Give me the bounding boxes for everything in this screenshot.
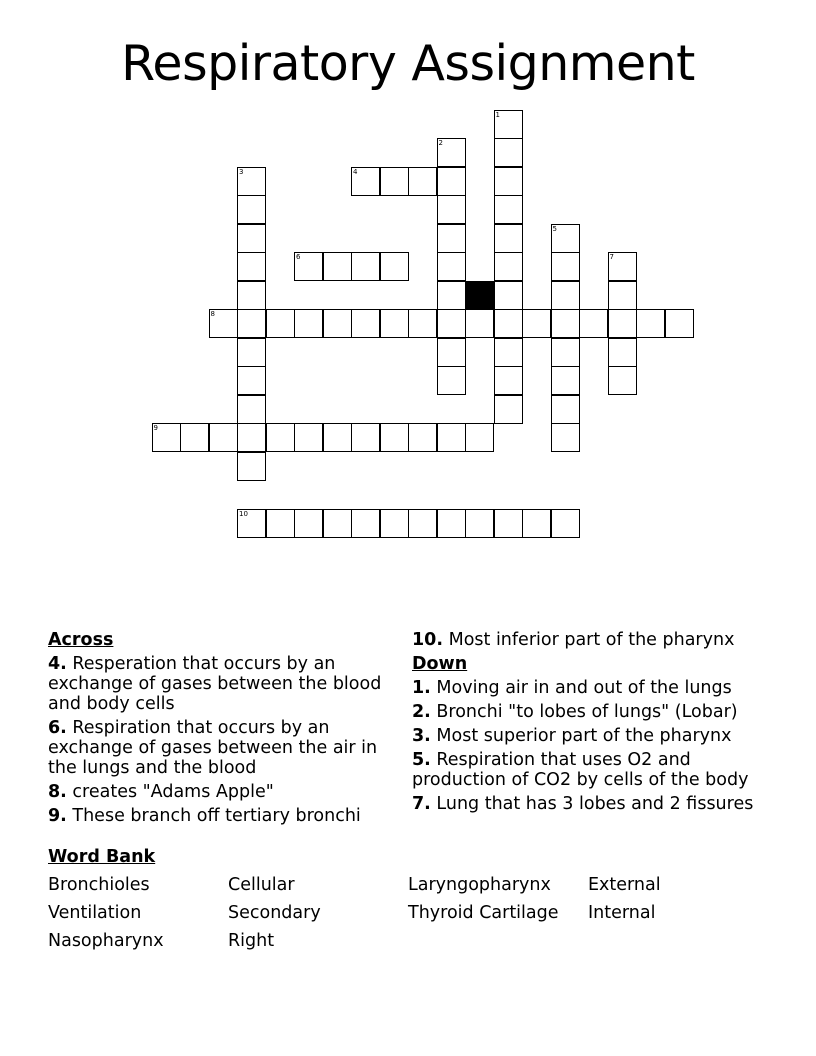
grid-cell[interactable] <box>437 366 466 395</box>
grid-cell[interactable] <box>266 423 295 452</box>
clue-across-10: 10. Most inferior part of the pharynx <box>412 630 735 650</box>
clue-number: 9 <box>153 424 158 432</box>
grid-cell[interactable] <box>351 167 380 196</box>
grid-cell[interactable] <box>237 167 266 196</box>
grid-cell[interactable] <box>380 423 409 452</box>
grid-cell[interactable] <box>494 110 523 139</box>
grid-cell[interactable] <box>351 309 380 338</box>
grid-cell[interactable] <box>551 281 580 310</box>
grid-cell[interactable] <box>608 366 637 395</box>
grid-cell[interactable] <box>351 252 380 281</box>
grid-cell[interactable] <box>494 138 523 167</box>
grid-cell[interactable] <box>437 423 466 452</box>
grid-cell[interactable] <box>494 252 523 281</box>
grid-cell[interactable] <box>608 252 637 281</box>
grid-cell[interactable] <box>494 395 523 424</box>
grid-cell[interactable] <box>294 423 323 452</box>
grid-cell[interactable] <box>551 509 580 538</box>
clue-across-8: 8. creates "Adams Apple" <box>48 782 274 802</box>
grid-cell[interactable] <box>494 509 523 538</box>
word-bank-item: Right <box>228 931 275 951</box>
grid-cell[interactable] <box>237 252 266 281</box>
grid-cell[interactable] <box>608 309 637 338</box>
grid-cell[interactable] <box>237 395 266 424</box>
word-bank-item: Laryngopharynx <box>408 875 551 895</box>
grid-cell[interactable] <box>237 509 266 538</box>
grid-cell[interactable] <box>237 224 266 253</box>
grid-cell[interactable] <box>494 309 523 338</box>
clue-number: 8 <box>210 310 215 318</box>
grid-cell[interactable] <box>266 509 295 538</box>
grid-cell[interactable] <box>494 281 523 310</box>
clue-across-4: 4. Resperation that occurs by an exchange of gases between the blood and body cells <box>48 654 382 714</box>
grid-cell[interactable] <box>408 509 437 538</box>
page-title: Respiratory Assignment <box>121 35 695 92</box>
across-header: Across <box>48 630 114 650</box>
grid-cell[interactable] <box>351 509 380 538</box>
clue-number: 5 <box>552 224 557 233</box>
grid-cell[interactable] <box>294 509 323 538</box>
clue-across-9: 9. These branch off tertiary bronchi <box>48 806 361 826</box>
grid-cell[interactable] <box>494 195 523 224</box>
grid-cell[interactable] <box>323 309 352 338</box>
grid-cell[interactable] <box>152 423 181 452</box>
grid-cell[interactable] <box>437 224 466 253</box>
grid-cell[interactable] <box>551 395 580 424</box>
clue-number: 6 <box>296 253 301 261</box>
grid-cell[interactable] <box>551 309 580 338</box>
clue-number: 10 <box>239 509 248 518</box>
grid-cell[interactable] <box>437 252 466 281</box>
grid-cell[interactable] <box>608 338 637 367</box>
clue-down-1: 1. Moving air in and out of the lungs <box>412 678 732 698</box>
grid-cell[interactable] <box>551 252 580 281</box>
grid-cell[interactable] <box>380 309 409 338</box>
grid-cell[interactable] <box>437 281 466 310</box>
word-bank-item: Internal <box>588 903 656 923</box>
clue-number: 7 <box>609 253 614 261</box>
grid-cell[interactable] <box>636 309 665 338</box>
grid-cell[interactable] <box>465 423 494 452</box>
grid-cell[interactable] <box>608 281 637 310</box>
grid-cell[interactable] <box>380 252 409 281</box>
grid-cell[interactable] <box>380 167 409 196</box>
grid-cell[interactable] <box>408 423 437 452</box>
grid-cell[interactable] <box>209 423 238 452</box>
down-header: Down <box>412 654 468 674</box>
grid-cell[interactable] <box>465 509 494 538</box>
clue-down-5: 5. Respiration that uses O2 and production of CO2 by cells of the body <box>412 750 749 790</box>
word-bank-item: Secondary <box>228 903 321 923</box>
grid-cell[interactable] <box>437 167 466 196</box>
grid-cell[interactable] <box>494 338 523 367</box>
word-bank-item: External <box>588 875 661 895</box>
grid-cell[interactable] <box>437 309 466 338</box>
word-bank-item: Thyroid Cartilage <box>408 903 559 923</box>
grid-cell[interactable] <box>551 224 580 253</box>
grid-cell[interactable] <box>437 195 466 224</box>
clue-down-7: 7. Lung that has 3 lobes and 2 fissures <box>412 794 754 814</box>
word-bank-item: Cellular <box>228 875 295 895</box>
grid-cell[interactable] <box>551 338 580 367</box>
clue-down-2: 2. Bronchi "to lobes of lungs" (Lobar) <box>412 702 738 722</box>
grid-cell[interactable] <box>437 509 466 538</box>
word-bank-header: Word Bank <box>48 847 156 867</box>
grid-cell[interactable] <box>294 252 323 281</box>
grid-cell[interactable] <box>380 509 409 538</box>
grid-cell[interactable] <box>437 338 466 367</box>
grid-cell[interactable] <box>237 423 266 452</box>
clue-down-3: 3. Most superior part of the pharynx <box>412 726 732 746</box>
grid-cell[interactable] <box>408 309 437 338</box>
grid-cell[interactable] <box>180 423 209 452</box>
grid-cell[interactable] <box>237 452 266 481</box>
grid-cell[interactable] <box>665 309 694 338</box>
grid-cell[interactable] <box>323 423 352 452</box>
word-bank <box>48 847 155 867</box>
clue-number: 4 <box>353 167 358 176</box>
grid-cell[interactable] <box>437 138 466 167</box>
grid-cell[interactable] <box>522 509 551 538</box>
black-cell <box>465 281 494 310</box>
grid-cell[interactable] <box>494 224 523 253</box>
grid-cell[interactable] <box>494 167 523 196</box>
grid-cell[interactable] <box>408 167 437 196</box>
grid-cell[interactable] <box>551 366 580 395</box>
grid-cell[interactable] <box>209 309 238 338</box>
grid-cell[interactable] <box>323 509 352 538</box>
grid-cell[interactable] <box>522 309 551 338</box>
word-bank-item: Ventilation <box>48 903 142 923</box>
word-bank-item: Nasopharynx <box>48 931 164 951</box>
grid-cell[interactable] <box>237 366 266 395</box>
grid-cell[interactable] <box>237 309 266 338</box>
grid-cell[interactable] <box>237 338 266 367</box>
down-clues <box>412 630 768 818</box>
clue-number: 1 <box>495 110 500 119</box>
word-bank-item: Bronchioles <box>48 875 150 895</box>
grid-cell[interactable] <box>494 366 523 395</box>
clue-number: 2 <box>438 139 443 147</box>
grid-cell[interactable] <box>237 195 266 224</box>
grid-cell[interactable] <box>294 309 323 338</box>
grid-cell[interactable] <box>266 309 295 338</box>
grid-cell[interactable] <box>237 281 266 310</box>
clue-number: 3 <box>239 167 244 176</box>
clue-across-6: 6. Respiration that occurs by an exchange of gases between the air in the lungs and the blood <box>48 718 378 778</box>
grid-cell[interactable] <box>351 423 380 452</box>
grid-cell[interactable] <box>465 309 494 338</box>
grid-cell[interactable] <box>579 309 608 338</box>
grid-cell[interactable] <box>323 252 352 281</box>
across-clues <box>48 630 394 830</box>
grid-cell[interactable] <box>551 423 580 452</box>
